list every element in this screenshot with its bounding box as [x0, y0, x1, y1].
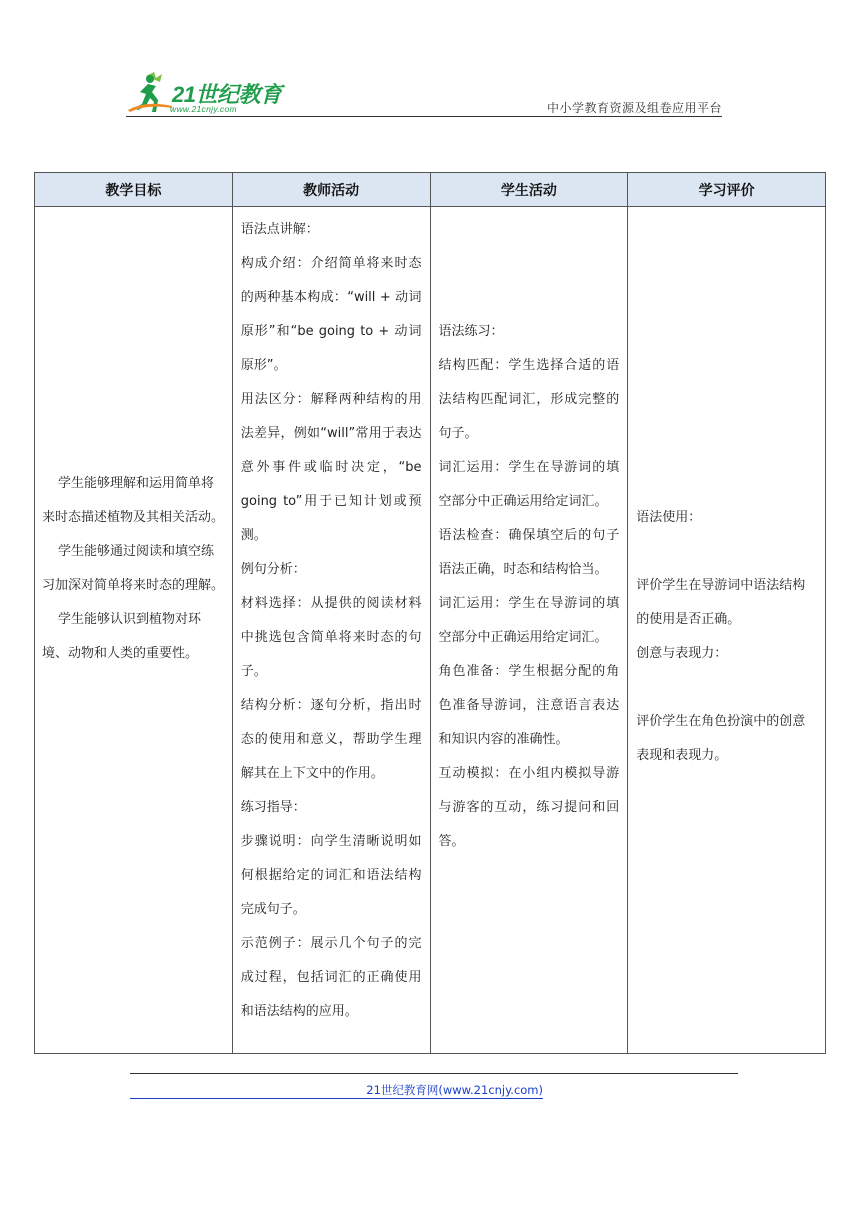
student-item: 互动模拟：在小组内模拟导游与游客的互动，练习提问和回答。	[438, 766, 620, 849]
teacher-item: 用法区分：解释两种结构的用法差异，例如“will”常用于表达意外事件或临时决定，“be going to”用于已知计划或预测。	[240, 392, 422, 543]
student-item: 语法检查：确保填空后的句子语法正确，时态和结构恰当。	[438, 528, 620, 577]
teacher-item: 练习指导：	[240, 800, 306, 815]
eval-creativity-text: 评价学生在角色扮演中的创意表现和表现力。	[636, 714, 806, 763]
student-item: 词汇运用：学生在导游词的填空部分中正确运用给定词汇。	[438, 596, 620, 645]
header-tagline: 中小学教育资源及组卷应用平台	[546, 101, 722, 115]
teacher-item: 构成介绍：介绍简单将来时态的两种基本构成：“will + 动词原形”和“be going to + 动词原形”。	[240, 256, 422, 373]
eval-grammar-text: 评价学生在导游词中语法结构的使用是否正确。	[636, 578, 806, 627]
header-divider	[126, 116, 722, 117]
teacher-item: 材料选择：从提供的阅读材料中挑选包含简单将来时态的句子。	[240, 596, 422, 679]
lesson-plan-table	[34, 172, 826, 1054]
eval-grammar-heading: 语法使用：	[636, 510, 702, 525]
teacher-item: 步骤说明：向学生清晰说明如何根据给定的词汇和语法结构完成句子。	[240, 834, 422, 917]
evaluation-cell	[628, 207, 826, 1054]
teacher-activities-cell	[232, 207, 430, 1054]
goals-cell	[35, 207, 233, 1054]
student-item: 结构匹配：学生选择合适的语法结构匹配词汇，形成完整的句子。	[438, 358, 620, 441]
header-student-activities: 学生活动	[430, 173, 628, 207]
teacher-item: 语法点讲解：	[240, 222, 319, 237]
table-row	[35, 207, 826, 1054]
logo-text: 21世纪教育	[172, 82, 282, 107]
teacher-item: 例句分析：	[240, 562, 306, 577]
header-goals: 教学目标	[35, 173, 233, 207]
eval-creativity-heading: 创意与表现力：	[636, 646, 728, 661]
student-item: 角色准备：学生根据分配的角色准备导游词，注意语言表达和知识内容的准确性。	[438, 664, 620, 747]
table-header-row	[35, 173, 826, 207]
student-activities-cell	[430, 207, 628, 1054]
footer-link[interactable]: 21世纪教育网(www.21cnjy.com)	[130, 1082, 543, 1099]
footer-divider	[130, 1073, 738, 1074]
goal-item: 学生能够认识到植物对环境、动物和人类的重要性。	[42, 612, 202, 661]
header-teacher-activities: 教师活动	[232, 173, 430, 207]
student-item: 语法练习：	[438, 324, 504, 339]
logo	[126, 70, 296, 118]
teacher-item: 结构分析：逐句分析，指出时态的使用和意义，帮助学生理解其在上下文中的作用。	[240, 698, 422, 781]
student-item: 词汇运用：学生在导游词的填空部分中正确运用给定词汇。	[438, 460, 620, 509]
goal-item: 学生能够通过阅读和填空练习加深对简单将来时态的理解。	[42, 544, 225, 593]
teacher-item: 示范例子：展示几个句子的完成过程，包括词汇的正确使用和语法结构的应用。	[240, 936, 422, 1019]
goal-item: 学生能够理解和运用简单将来时态描述植物及其相关活动。	[42, 476, 225, 525]
logo-url: www.21cnjy.com	[170, 104, 237, 114]
header-evaluation: 学习评价	[628, 173, 826, 207]
